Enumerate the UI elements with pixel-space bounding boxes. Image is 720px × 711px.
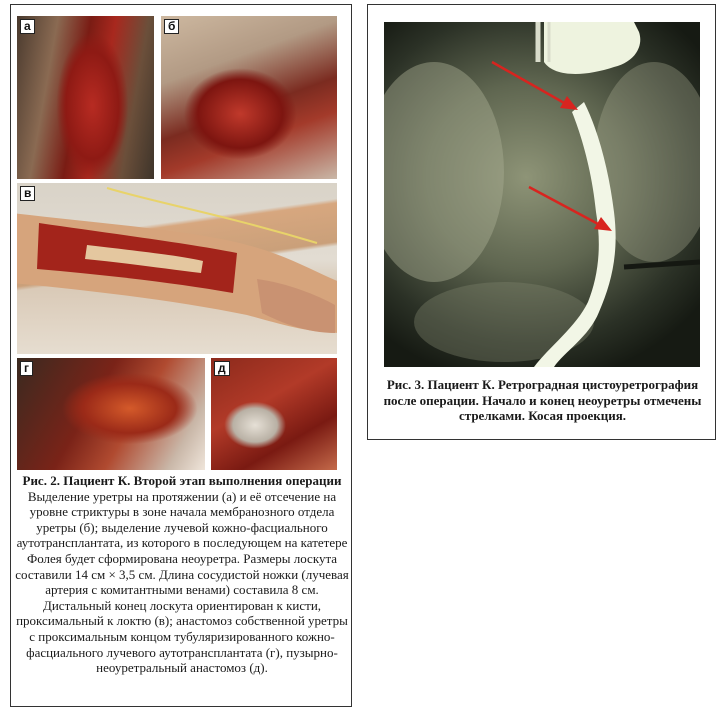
panel-label-b: б <box>164 19 179 34</box>
panel-label-a: а <box>20 19 35 34</box>
figure-3 <box>367 4 716 440</box>
panel-label-v: в <box>20 186 35 201</box>
photo-panel-v <box>17 183 337 354</box>
figure-2 <box>10 4 352 707</box>
xray-image <box>384 22 700 367</box>
panel-label-g: г <box>20 361 33 376</box>
photo-panel-b <box>161 16 337 179</box>
forearm-illustration <box>17 183 337 354</box>
arrows-overlay <box>384 22 700 367</box>
panel-label-d: д <box>214 361 230 376</box>
photo-panel-a <box>17 16 154 179</box>
figure-2-caption-body: Выделение уретры на протяжении (а) и её отсечение на уровне стриктуры в зоне начала мембранозного отдела уретры (б); выделение лучевой кожно-фасциального аутотрансплантата, из которого в последующем на катетере Фолея будет сформирована неоуретра. Размеры лоскута составили 14 см × 3,5 см. Длина сосудистой ножки (лучевая артерия с комитантными венами) составила 8 см. Дистальный конец лоскута ориентирован к кисти, проксимальный к локтю (в); анастомоз собственной уретры с проксимальным концом тубуляризированного кожно-фасциального лучевого аутотрансплантата (г), пузырно-неоуретральный анастомоз (д). <box>15 488 349 676</box>
photo-panel-d <box>211 358 337 470</box>
arrow-upper <box>492 62 578 110</box>
photo-panel-g <box>17 358 205 470</box>
figure-2-caption <box>15 473 349 676</box>
arrow-lower <box>529 187 612 231</box>
figure-2-caption-title: Рис. 2. Пациент К. Второй этап выполнения операции <box>22 473 342 488</box>
figure-3-caption: Рис. 3. Пациент К. Ретроградная цистоуретрография после операции. Начало и конец неоуретры отмечены стрелками. Косая проекция. <box>383 377 702 424</box>
